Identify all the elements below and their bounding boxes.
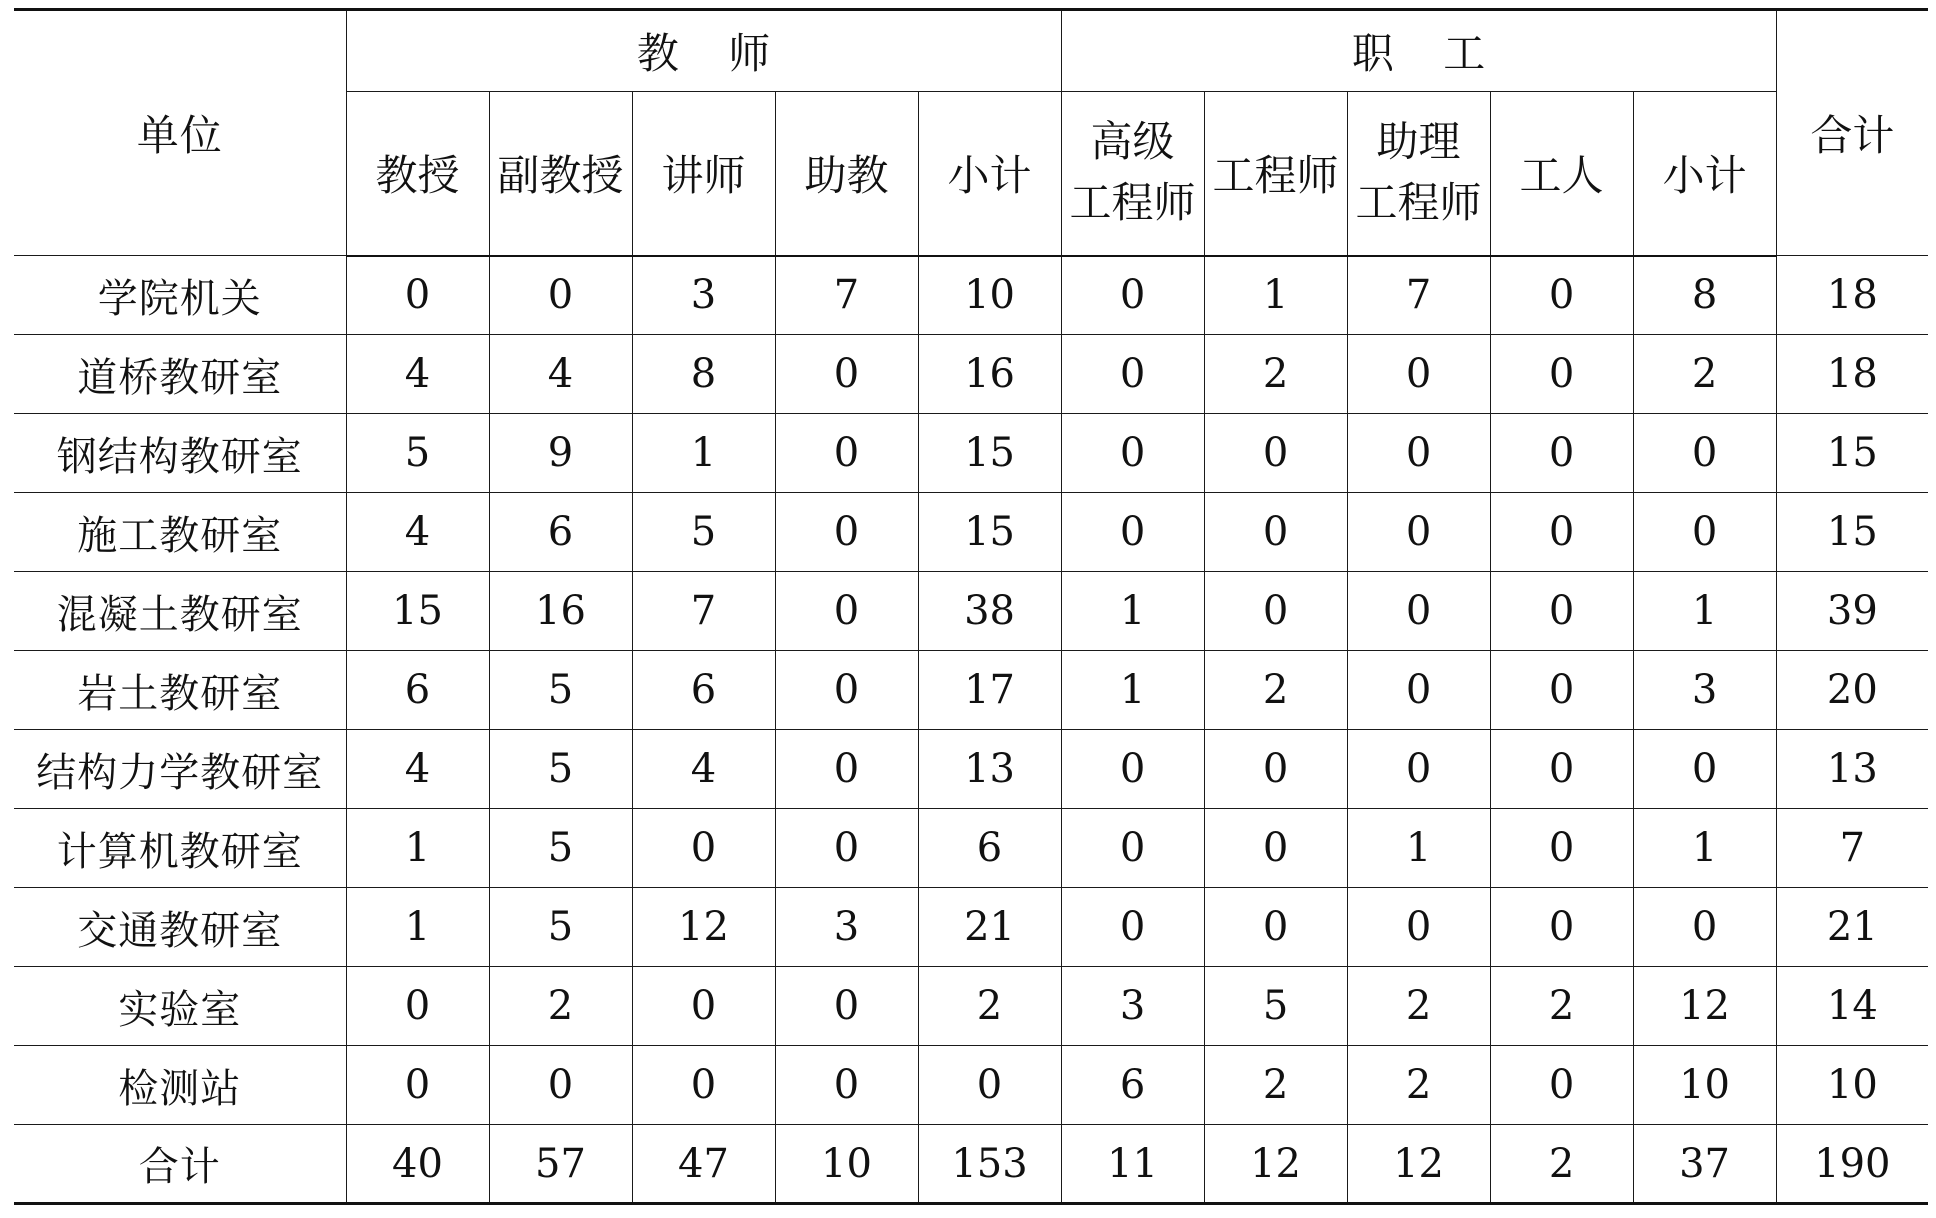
row-unit-cell: 学院机关	[14, 256, 346, 335]
row-value-cell: 0	[1490, 335, 1633, 414]
row-value-cell: 15	[1776, 493, 1928, 572]
row-value-cell: 0	[1204, 493, 1347, 572]
header-unit: 单位	[14, 10, 346, 256]
row-value-cell: 0	[1347, 651, 1490, 730]
row-value-cell: 9	[489, 414, 632, 493]
header-col-senior-engineer-line2: 工程师	[1069, 178, 1196, 228]
row-value-cell: 6	[918, 809, 1061, 888]
row-value-cell: 0	[1633, 730, 1776, 809]
header-col-worker: 工人	[1490, 92, 1633, 256]
table-row	[14, 888, 1928, 967]
row-value-cell: 15	[918, 493, 1061, 572]
row-value-cell: 1	[1204, 256, 1347, 335]
row-value-cell: 0	[775, 493, 918, 572]
header-teacher-group-label: 教 师	[636, 29, 789, 78]
row-value-cell: 0	[632, 967, 775, 1046]
table-row	[14, 809, 1928, 888]
row-value-cell: 16	[489, 572, 632, 651]
table-row	[14, 1046, 1928, 1125]
row-value-cell: 0	[489, 256, 632, 335]
row-value-cell: 0	[1061, 809, 1204, 888]
row-value-cell: 0	[1347, 414, 1490, 493]
row-value-cell: 0	[1347, 572, 1490, 651]
row-value-cell: 0	[1204, 730, 1347, 809]
row-value-cell: 12	[1633, 967, 1776, 1046]
row-value-cell: 0	[1061, 256, 1204, 335]
row-value-cell: 37	[1633, 1125, 1776, 1204]
row-value-cell: 1	[1633, 572, 1776, 651]
row-value-cell: 2	[1204, 651, 1347, 730]
row-value-cell: 0	[918, 1046, 1061, 1125]
header-col-associate-professor: 副教授	[489, 92, 632, 256]
row-value-cell: 1	[1061, 572, 1204, 651]
header-col-senior-engineer	[1061, 92, 1204, 256]
row-value-cell: 12	[1204, 1125, 1347, 1204]
row-value-cell: 21	[1776, 888, 1928, 967]
row-value-cell: 10	[775, 1125, 918, 1204]
row-value-cell: 15	[346, 572, 489, 651]
row-value-cell: 15	[918, 414, 1061, 493]
row-value-cell: 2	[1490, 1125, 1633, 1204]
row-value-cell: 0	[1204, 888, 1347, 967]
row-value-cell: 3	[632, 256, 775, 335]
row-value-cell: 7	[1776, 809, 1928, 888]
header-staff-group-label: 职 工	[1351, 29, 1504, 78]
row-value-cell: 0	[1347, 730, 1490, 809]
row-value-cell: 39	[1776, 572, 1928, 651]
table-total-row	[14, 1125, 1928, 1204]
row-value-cell: 4	[346, 493, 489, 572]
row-value-cell: 5	[1204, 967, 1347, 1046]
row-unit-cell: 合计	[14, 1125, 346, 1204]
row-unit-cell: 岩土教研室	[14, 651, 346, 730]
row-unit-cell: 道桥教研室	[14, 335, 346, 414]
row-unit-cell: 钢结构教研室	[14, 414, 346, 493]
row-value-cell: 57	[489, 1125, 632, 1204]
row-value-cell: 6	[1061, 1046, 1204, 1125]
row-value-cell: 0	[775, 1046, 918, 1125]
table-row	[14, 572, 1928, 651]
header-col-senior-engineer-line1: 高级	[1090, 117, 1175, 167]
header-total: 合计	[1776, 10, 1928, 256]
row-value-cell: 0	[1490, 256, 1633, 335]
row-unit-cell: 结构力学教研室	[14, 730, 346, 809]
row-value-cell: 10	[1776, 1046, 1928, 1125]
header-col-professor: 教授	[346, 92, 489, 256]
row-value-cell: 0	[1204, 809, 1347, 888]
row-value-cell: 2	[1204, 335, 1347, 414]
header-col-staff-subtotal: 小计	[1633, 92, 1776, 256]
row-value-cell: 5	[489, 730, 632, 809]
row-value-cell: 2	[1347, 967, 1490, 1046]
row-value-cell: 1	[346, 888, 489, 967]
row-value-cell: 13	[1776, 730, 1928, 809]
row-value-cell: 2	[918, 967, 1061, 1046]
row-value-cell: 5	[632, 493, 775, 572]
row-value-cell: 0	[1061, 335, 1204, 414]
table-row	[14, 967, 1928, 1046]
header-teacher-group	[346, 10, 1061, 92]
row-value-cell: 10	[918, 256, 1061, 335]
row-value-cell: 0	[1204, 414, 1347, 493]
row-value-cell: 0	[1490, 730, 1633, 809]
row-value-cell: 7	[632, 572, 775, 651]
row-value-cell: 40	[346, 1125, 489, 1204]
row-value-cell: 15	[1776, 414, 1928, 493]
header-col-teacher-subtotal: 小计	[918, 92, 1061, 256]
row-value-cell: 1	[1347, 809, 1490, 888]
staff-statistics-table	[14, 8, 1928, 1205]
row-unit-cell: 计算机教研室	[14, 809, 346, 888]
header-row-groups	[14, 10, 1928, 92]
row-value-cell: 4	[632, 730, 775, 809]
row-value-cell: 0	[346, 1046, 489, 1125]
row-value-cell: 18	[1776, 256, 1928, 335]
row-value-cell: 0	[1347, 335, 1490, 414]
row-value-cell: 1	[346, 809, 489, 888]
row-value-cell: 0	[1061, 888, 1204, 967]
row-value-cell: 0	[346, 967, 489, 1046]
row-value-cell: 16	[918, 335, 1061, 414]
row-value-cell: 0	[775, 572, 918, 651]
row-value-cell: 0	[1633, 888, 1776, 967]
header-col-engineer: 工程师	[1204, 92, 1347, 256]
row-value-cell: 5	[489, 888, 632, 967]
row-value-cell: 47	[632, 1125, 775, 1204]
row-unit-cell: 混凝土教研室	[14, 572, 346, 651]
header-col-lecturer: 讲师	[632, 92, 775, 256]
row-value-cell: 0	[1204, 572, 1347, 651]
row-value-cell: 0	[1490, 651, 1633, 730]
row-value-cell: 6	[632, 651, 775, 730]
header-col-assistant-engineer-line1: 助理	[1376, 117, 1461, 167]
row-value-cell: 21	[918, 888, 1061, 967]
row-value-cell: 0	[775, 414, 918, 493]
table-body	[14, 256, 1928, 1204]
row-value-cell: 0	[1347, 888, 1490, 967]
row-value-cell: 14	[1776, 967, 1928, 1046]
row-value-cell: 0	[1490, 572, 1633, 651]
row-value-cell: 1	[632, 414, 775, 493]
row-value-cell: 0	[775, 809, 918, 888]
table-row	[14, 335, 1928, 414]
table-row	[14, 730, 1928, 809]
row-value-cell: 4	[346, 730, 489, 809]
row-value-cell: 5	[489, 651, 632, 730]
row-value-cell: 0	[1061, 414, 1204, 493]
header-col-assistant-engineer	[1347, 92, 1490, 256]
row-value-cell: 0	[1633, 414, 1776, 493]
row-value-cell: 3	[775, 888, 918, 967]
row-value-cell: 2	[1204, 1046, 1347, 1125]
row-value-cell: 2	[1490, 967, 1633, 1046]
row-value-cell: 3	[1633, 651, 1776, 730]
row-value-cell: 6	[489, 493, 632, 572]
row-value-cell: 5	[346, 414, 489, 493]
row-value-cell: 0	[775, 335, 918, 414]
table-row	[14, 256, 1928, 335]
row-value-cell: 153	[918, 1125, 1061, 1204]
row-value-cell: 1	[1061, 651, 1204, 730]
row-value-cell: 1	[1633, 809, 1776, 888]
row-value-cell: 2	[489, 967, 632, 1046]
row-value-cell: 11	[1061, 1125, 1204, 1204]
row-value-cell: 13	[918, 730, 1061, 809]
header-staff-group	[1061, 10, 1776, 92]
row-value-cell: 0	[1490, 1046, 1633, 1125]
row-value-cell: 8	[632, 335, 775, 414]
row-unit-cell: 检测站	[14, 1046, 346, 1125]
header-col-assistant-engineer-line2: 工程师	[1355, 178, 1482, 228]
row-value-cell: 38	[918, 572, 1061, 651]
row-value-cell: 4	[489, 335, 632, 414]
row-value-cell: 0	[1490, 809, 1633, 888]
row-value-cell: 5	[489, 809, 632, 888]
row-value-cell: 7	[775, 256, 918, 335]
row-value-cell: 0	[1633, 493, 1776, 572]
row-value-cell: 0	[1490, 414, 1633, 493]
row-value-cell: 0	[489, 1046, 632, 1125]
row-value-cell: 17	[918, 651, 1061, 730]
header-col-assistant: 助教	[775, 92, 918, 256]
row-value-cell: 4	[346, 335, 489, 414]
row-value-cell: 12	[632, 888, 775, 967]
row-value-cell: 0	[632, 809, 775, 888]
row-value-cell: 8	[1633, 256, 1776, 335]
row-value-cell: 0	[775, 730, 918, 809]
row-value-cell: 0	[1490, 493, 1633, 572]
row-value-cell: 0	[1347, 493, 1490, 572]
row-unit-cell: 施工教研室	[14, 493, 346, 572]
row-value-cell: 0	[775, 651, 918, 730]
row-value-cell: 0	[346, 256, 489, 335]
table-row	[14, 493, 1928, 572]
row-value-cell: 2	[1633, 335, 1776, 414]
row-value-cell: 0	[1061, 493, 1204, 572]
row-value-cell: 0	[1061, 730, 1204, 809]
staff-statistics-table-container	[14, 8, 1928, 1205]
row-unit-cell: 实验室	[14, 967, 346, 1046]
row-value-cell: 18	[1776, 335, 1928, 414]
row-value-cell: 3	[1061, 967, 1204, 1046]
row-unit-cell: 交通教研室	[14, 888, 346, 967]
table-row	[14, 414, 1928, 493]
row-value-cell: 0	[1490, 888, 1633, 967]
row-value-cell: 10	[1633, 1046, 1776, 1125]
table-row	[14, 651, 1928, 730]
row-value-cell: 0	[632, 1046, 775, 1125]
row-value-cell: 7	[1347, 256, 1490, 335]
row-value-cell: 12	[1347, 1125, 1490, 1204]
row-value-cell: 190	[1776, 1125, 1928, 1204]
row-value-cell: 2	[1347, 1046, 1490, 1125]
row-value-cell: 6	[346, 651, 489, 730]
row-value-cell: 20	[1776, 651, 1928, 730]
row-value-cell: 0	[775, 967, 918, 1046]
